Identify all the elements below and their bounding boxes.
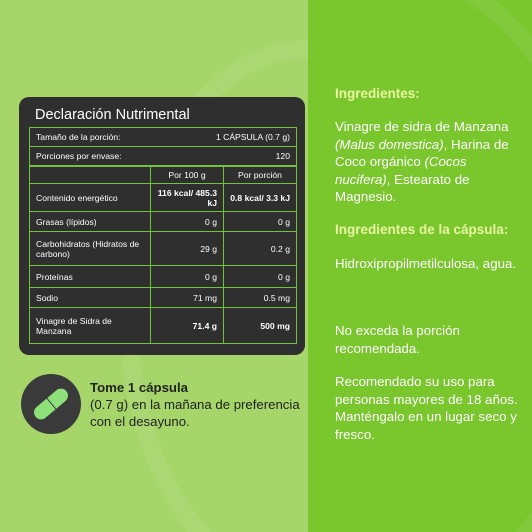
ingredients-part: Vinagre de sidra de Manzana	[335, 119, 509, 134]
usage-instructions	[90, 379, 300, 430]
capsule-ingredients-text: Hidroxipropilmetilculosa, agua.	[335, 256, 517, 271]
usage-text: (0.7 g) en la mañana de preferencia con el desayuno.	[90, 397, 300, 429]
nutrition-panel	[19, 97, 305, 355]
table-row	[30, 232, 297, 266]
row-perserving: 500 mg	[224, 308, 297, 344]
table-row	[30, 308, 297, 344]
capsule-ingredients-heading: Ingredientes de la cápsula:	[335, 222, 509, 237]
serving-box	[29, 127, 297, 166]
row-per100: 116 kcal/ 485.3 kJ	[151, 184, 224, 212]
recommendation-text: Recomendado su uso para personas mayores de 18 años. Manténgalo en un lugar seco y fresco.	[335, 374, 518, 442]
row-label: Carbohidratos (Hidratos de carbono)	[30, 232, 151, 266]
row-label: Proteínas	[30, 266, 151, 288]
table-header	[30, 167, 297, 184]
header-per-100g: Por 100 g	[151, 167, 224, 184]
ingredients-italic: (Cocos nucifera)	[335, 154, 467, 187]
servings-per-container-value: 120	[275, 151, 290, 161]
header-empty	[30, 167, 151, 184]
table-row	[30, 184, 297, 212]
row-perserving: 0 g	[224, 212, 297, 232]
table-row	[30, 266, 297, 288]
row-perserving: 0.5 mg	[224, 288, 297, 308]
row-per100: 71.4 g	[151, 308, 224, 344]
row-perserving: 0.8 kcal/ 3.3 kJ	[224, 184, 297, 212]
row-perserving: 0.2 g	[224, 232, 297, 266]
ingredients-heading: Ingredientes:	[335, 86, 420, 101]
serving-size-label: Tamaño de la porción:	[36, 132, 121, 142]
warning-text: No exceda la porción recomendada.	[335, 323, 460, 356]
row-label: Contenido energético	[30, 184, 151, 212]
ingredients-text	[335, 118, 525, 206]
panel-title: Declaración Nutrimental	[35, 107, 190, 123]
header-per-serving: Por porción	[224, 167, 297, 184]
serving-size-value: 1 CÁPSULA (0.7 g)	[215, 132, 290, 142]
nutrition-table	[29, 166, 297, 344]
pill-icon	[31, 386, 71, 422]
row-label: Vinagre de Sidra de Manzana	[30, 308, 151, 344]
ingredients-italic: (Malus domestica)	[335, 136, 444, 152]
row-per100: 29 g	[151, 232, 224, 266]
row-per100: 0 g	[151, 212, 224, 232]
row-label: Grasas (lípidos)	[30, 212, 151, 232]
row-per100: 71 mg	[151, 288, 224, 308]
table-row	[30, 288, 297, 308]
capsule-icon	[21, 374, 81, 434]
ingredients-part: , Estearato de Magnesio.	[335, 171, 470, 204]
row-per100: 0 g	[151, 266, 224, 288]
usage-bold: Tome 1 cápsula	[90, 380, 188, 395]
ingredients-part: , Harina de Coco orgánico	[335, 136, 509, 169]
table-row	[30, 212, 297, 232]
row-perserving: 0 g	[224, 266, 297, 288]
servings-per-container-row	[30, 147, 296, 165]
row-label: Sodio	[30, 288, 151, 308]
servings-per-container-label: Porciones por envase:	[36, 151, 122, 161]
serving-size-row	[30, 128, 296, 147]
